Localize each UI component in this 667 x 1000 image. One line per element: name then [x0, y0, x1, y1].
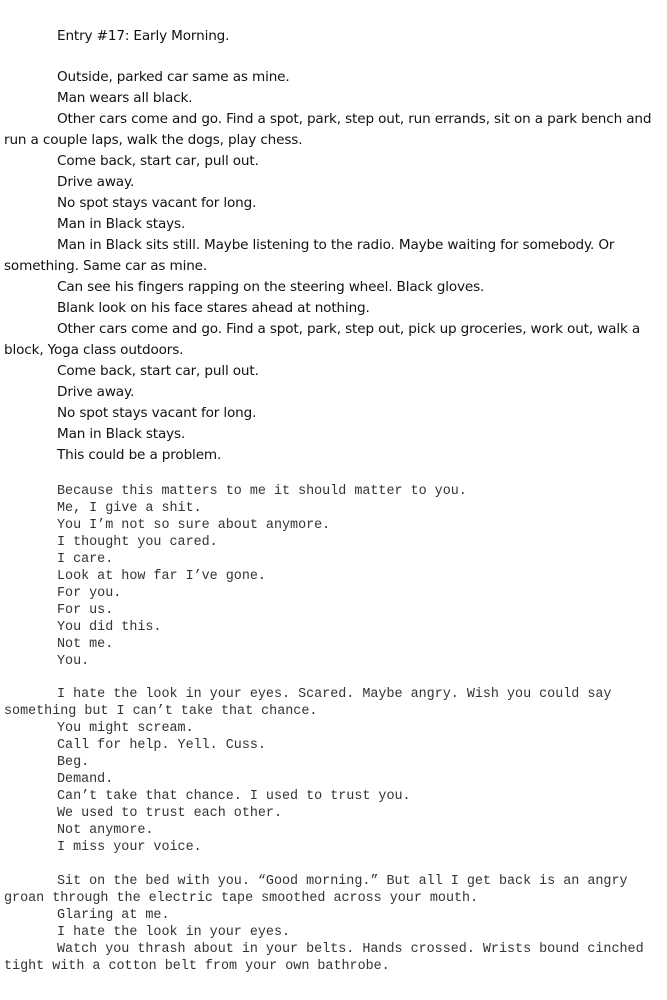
narrative-line: No spot stays vacant for long.: [57, 405, 257, 421]
narrative-line: Come back, start car, pull out.: [57, 363, 259, 379]
monologue-section-3: [0, 873, 659, 975]
monologue-line: Because this matters to me it should matter to you.: [57, 484, 467, 499]
monologue-line: For us.: [57, 603, 114, 618]
monologue-line: Me, I give a shit.: [57, 501, 202, 516]
narrative-line: Other cars come and go. Find a spot, park, step out, pick up groceries, work out, walk a block, Yoga class outdoors.: [4, 321, 641, 358]
monologue-line: You I’m not so sure about anymore.: [57, 518, 331, 533]
monologue-line: I miss your voice.: [57, 840, 202, 855]
narrative-line: Drive away.: [57, 384, 135, 400]
narrative-line: No spot stays vacant for long.: [57, 195, 257, 211]
narrative-section: [0, 67, 659, 466]
narrative-line: Drive away.: [57, 174, 135, 190]
monologue-line: You might scream.: [57, 721, 194, 736]
narrative-line: Man in Black stays.: [57, 216, 186, 232]
monologue-line: Beg.: [57, 755, 90, 770]
monologue-line: You did this.: [57, 620, 162, 635]
monologue-line: I hate the look in your eyes.: [57, 925, 291, 940]
monologue-line: You.: [57, 654, 90, 669]
monologue-line: Not me.: [57, 637, 114, 652]
monologue-line: I thought you cared.: [57, 535, 218, 550]
monologue-line: I care.: [57, 552, 114, 567]
monologue-line: Not anymore.: [57, 823, 154, 838]
monologue-section-1: [0, 483, 659, 670]
monologue-line: We used to trust each other.: [57, 806, 282, 821]
monologue-line: Sit on the bed with you. “Good morning.” But all I get back is an angry groan through the electric tape smoothed across your mouth.: [4, 874, 628, 906]
monologue-line: I hate the look in your eyes. Scared. Maybe angry. Wish you could say something but I can’t take that chance.: [4, 687, 612, 719]
narrative-line: Man in Black sits still. Maybe listening to the radio. Maybe waiting for somebody. Or something. Same car as mine.: [4, 237, 615, 274]
monologue-section-2: [0, 686, 659, 856]
monologue-line: Watch you thrash about in your belts. Hands crossed. Wrists bound cinched tight with a cotton belt from your own bathrobe.: [4, 942, 644, 974]
narrative-line: Man in Black stays.: [57, 426, 186, 442]
monologue-line: Can’t take that chance. I used to trust you.: [57, 789, 411, 804]
narrative-line: Other cars come and go. Find a spot, park, step out, run errands, sit on a park bench and run a couple laps, walk the dogs, play chess.: [4, 111, 652, 148]
narrative-line: This could be a problem.: [57, 447, 222, 463]
narrative-line: Outside, parked car same as mine.: [57, 69, 290, 85]
entry-title: Entry #17: Early Morning.: [57, 28, 230, 44]
narrative-line: Man wears all black.: [57, 90, 193, 106]
narrative-line: Can see his fingers rapping on the steering wheel. Black gloves.: [57, 279, 485, 295]
monologue-line: For you.: [57, 586, 122, 601]
narrative-line: Blank look on his face stares ahead at nothing.: [57, 300, 370, 316]
monologue-line: Call for help. Yell. Cuss.: [57, 738, 266, 753]
monologue-line: Glaring at me.: [57, 908, 170, 923]
monologue-line: Demand.: [57, 772, 114, 787]
monologue-line: Look at how far I’ve gone.: [57, 569, 266, 584]
narrative-line: Come back, start car, pull out.: [57, 153, 259, 169]
